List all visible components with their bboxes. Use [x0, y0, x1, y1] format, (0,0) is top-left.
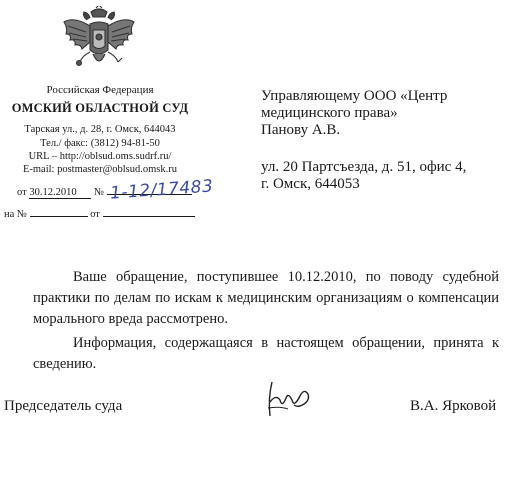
reply-date-blank — [103, 216, 195, 217]
body-paragraph-2: Информация, содержащаяся в настоящем обращении, принята к сведению. — [33, 335, 499, 372]
body-paragraph-1: Ваше обращение, поступившее 10.12.2010, по поводу судебной практики по делам по искам к медицинским организациям о компенсации морального вреда рассмотрено. — [33, 269, 499, 327]
reference-number-handwritten: 1-12/17483 — [109, 176, 214, 204]
russian-coat-of-arms-icon — [60, 6, 138, 82]
reply-reference-line — [4, 209, 195, 220]
recipient-address-2: г. Омск, 644053 — [261, 176, 360, 192]
sender-country: Российская Федерация — [46, 84, 154, 96]
sender-url: URL – http://oblsud.oms.sudrf.ru/ — [28, 151, 172, 162]
recipient-address-1: ул. 20 Партсъезда, д. 51, офис 4, — [261, 159, 467, 175]
sender-email: E-mail: postmaster@oblsud.omsk.ru — [22, 164, 178, 175]
signer-name: В.А. Ярковой — [410, 398, 497, 414]
reply-number-blank — [30, 216, 88, 217]
reference-from-label: от — [17, 187, 27, 198]
recipient-name: Панову А.В. — [261, 122, 341, 138]
sender-court-name: ОМСКИЙ ОБЛАСТНОЙ СУД — [11, 101, 189, 115]
sender-address: Тарская ул., д. 28, г. Омск, 644043 — [24, 124, 176, 135]
recipient-line-2: медицинского права» — [261, 105, 398, 121]
reply-number-label: на № — [4, 209, 27, 220]
reply-from-label: от — [90, 209, 100, 220]
sender-phone: Тел./ факс: (3812) 94-81-50 — [40, 138, 160, 149]
reference-number-label: № — [93, 187, 104, 198]
reference-date: 30.12.2010 — [29, 188, 91, 199]
signer-position: Председатель суда — [4, 398, 123, 414]
recipient-line-1: Управляющему ООО «Центр — [261, 88, 448, 104]
handwritten-signature — [258, 378, 318, 420]
